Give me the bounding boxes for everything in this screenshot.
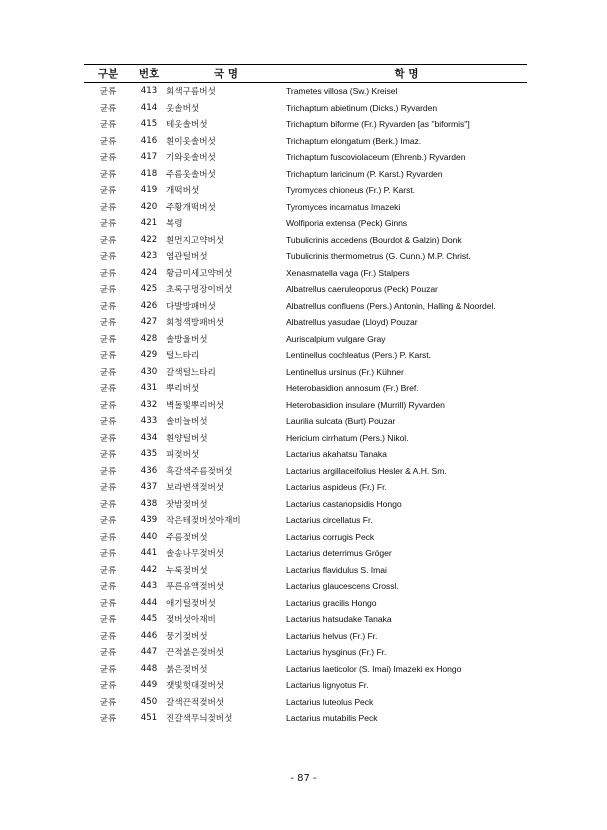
table-row: [84, 628, 527, 645]
scientific-name-cell: Lactarius deterrimus Gröger: [286, 548, 392, 559]
table-row: [84, 595, 527, 612]
category-cell: 균류: [99, 598, 117, 609]
korean-name-cell: 흰먼지고약버섯: [166, 235, 225, 246]
category-cell: 균류: [99, 169, 117, 180]
number-cell: 419: [140, 185, 158, 196]
number-cell: 451: [140, 713, 158, 724]
number-cell: 433: [140, 416, 158, 427]
korean-name-cell: 회색구름버섯: [166, 87, 216, 98]
category-cell: 균류: [99, 450, 117, 461]
scientific-name-cell: Lentinellus cochleatus (Pers.) P. Karst.: [286, 350, 431, 361]
table-row: [84, 133, 527, 150]
category-cell: 균류: [99, 186, 117, 197]
category-cell: 균류: [99, 681, 117, 692]
table-row: [84, 463, 527, 480]
table-row: [84, 545, 527, 562]
table-row: [84, 479, 527, 496]
table-row: [84, 215, 527, 232]
scientific-name-cell: Trichaptum abietinum (Dicks.) Ryvarden: [286, 102, 438, 113]
number-cell: 418: [140, 168, 158, 179]
category-cell: 균류: [99, 631, 117, 642]
korean-name-cell: 주름옷솔버섯: [166, 169, 216, 180]
table-row: [84, 446, 527, 463]
scientific-name-cell: Lactarius lignyotus Fr.: [286, 680, 369, 691]
number-cell: 437: [140, 482, 158, 493]
number-cell: 434: [140, 432, 158, 443]
category-cell: 균류: [99, 714, 117, 725]
table-row: [84, 644, 527, 661]
category-cell: 균류: [99, 334, 117, 345]
number-cell: 429: [140, 350, 158, 361]
category-cell: 균류: [99, 582, 117, 593]
number-cell: 436: [140, 465, 158, 476]
korean-name-cell: 흑갈색주름젖버섯: [166, 466, 233, 477]
number-cell: 431: [140, 383, 158, 394]
scientific-name-cell: Lactarius corrugis Peck: [286, 531, 375, 542]
table-row: [84, 611, 527, 628]
table-row: [84, 83, 527, 100]
scientific-name-cell: Trametes villosa (Sw.) Kreisel: [286, 86, 398, 97]
korean-name-cell: 개떡버섯: [166, 186, 200, 197]
scientific-name-cell: Lactarius hysginus (Fr.) Fr.: [286, 647, 387, 658]
category-cell: 균류: [99, 516, 117, 527]
korean-name-cell: 테옷솔버섯: [166, 120, 208, 131]
page-number: - 87 -: [290, 773, 317, 784]
category-cell: 균류: [99, 664, 117, 675]
table-row: [84, 430, 527, 447]
korean-name-cell: 진갈색무늬젖버섯: [166, 714, 233, 725]
scientific-name-cell: Lactarius aspideus (Fr.) Fr.: [286, 482, 387, 493]
number-cell: 414: [140, 102, 158, 113]
number-cell: 416: [140, 135, 158, 146]
korean-name-cell: 젖버섯아재비: [166, 615, 216, 626]
scientific-name-cell: Lactarius glaucescens Crossl.: [286, 581, 399, 592]
table-row: [84, 199, 527, 216]
category-cell: 균류: [99, 301, 117, 312]
number-cell: 424: [140, 267, 158, 278]
category-cell: 균류: [99, 87, 117, 98]
table-row: [84, 248, 527, 265]
category-cell: 균류: [99, 136, 117, 147]
scientific-name-cell: Lactarius flavidulus S. Imai: [286, 564, 387, 575]
korean-name-cell: 회청색방패버섯: [166, 318, 225, 329]
table-row: [84, 380, 527, 397]
scientific-name-cell: Trichaptum elongatum (Berk.) Imaz.: [286, 135, 422, 146]
table-row: [84, 562, 527, 579]
scientific-name-cell: Tubulicrinis thermometrus (G. Cunn.) M.P. Christ.: [286, 251, 471, 262]
scientific-name-cell: Auriscalpium vulgare Gray: [286, 333, 386, 344]
number-cell: 444: [140, 597, 158, 608]
table-body: [84, 83, 527, 727]
table-header-row: [84, 65, 527, 83]
korean-name-cell: 초록구멍장이버섯: [166, 285, 233, 296]
korean-name-cell: 복령: [166, 219, 183, 230]
scientific-name-cell: Lactarius gracilis Hongo: [286, 597, 377, 608]
korean-name-cell: 붉은젖버섯: [166, 664, 208, 675]
scientific-name-cell: Lactarius akahatsu Tanaka: [286, 449, 387, 460]
number-cell: 430: [140, 366, 158, 377]
table-row: [84, 314, 527, 331]
korean-name-cell: 주름젖버섯: [166, 532, 208, 543]
table-row: [84, 116, 527, 133]
korean-name-cell: 솔방울버섯: [166, 334, 208, 345]
korean-name-cell: 솔송나무젖버섯: [166, 549, 225, 560]
scientific-name-cell: Lactarius helvus (Fr.) Fr.: [286, 630, 378, 641]
scientific-name-cell: Lactarius luteolus Peck: [286, 696, 374, 707]
korean-name-cell: 옷솔버섯: [166, 103, 200, 114]
table-row: [84, 347, 527, 364]
category-cell: 균류: [99, 351, 117, 362]
category-cell: 균류: [99, 153, 117, 164]
number-cell: 439: [140, 515, 158, 526]
scientific-name-cell: Trichaptum laricinum (P. Karst.) Ryvarden: [286, 168, 443, 179]
korean-name-cell: 황금미세고약버섯: [166, 268, 233, 279]
category-cell: 균류: [99, 483, 117, 494]
number-cell: 428: [140, 333, 158, 344]
number-cell: 415: [140, 119, 158, 130]
korean-name-cell: 뭉기젖버섯: [166, 631, 208, 642]
category-cell: 균류: [99, 367, 117, 378]
table-row: [84, 397, 527, 414]
number-cell: 432: [140, 399, 158, 410]
category-cell: 균류: [99, 252, 117, 263]
number-cell: 421: [140, 218, 158, 229]
scientific-name-cell: Trichaptum fuscoviolaceum (Ehrenb.) Ryvarden: [286, 152, 466, 163]
number-cell: 425: [140, 284, 158, 295]
scientific-name-cell: Lactarius mutabilis Peck: [286, 713, 378, 724]
category-cell: 균류: [99, 648, 117, 659]
scientific-name-cell: Lactarius castanopsidis Hongo: [286, 498, 402, 509]
category-cell: 균류: [99, 285, 117, 296]
column-header-scientific-name: 학 명: [286, 65, 527, 83]
number-cell: 435: [140, 449, 158, 460]
table-row: [84, 661, 527, 678]
number-cell: 443: [140, 581, 158, 592]
table-row: [84, 182, 527, 199]
table-row: [84, 496, 527, 513]
korean-name-cell: 기와옷솔버섯: [166, 153, 216, 164]
scientific-name-cell: Lactarius circellatus Fr.: [286, 515, 373, 526]
table-row: [84, 149, 527, 166]
table-row: [84, 710, 527, 727]
table-row: [84, 529, 527, 546]
column-header-korean-name: 국 명: [166, 65, 286, 83]
table-row: [84, 298, 527, 315]
korean-name-cell: 염관털버섯: [166, 252, 208, 263]
table-row: [84, 677, 527, 694]
category-cell: 균류: [99, 433, 117, 444]
category-cell: 균류: [99, 697, 117, 708]
number-cell: 440: [140, 531, 158, 542]
number-cell: 426: [140, 300, 158, 311]
category-cell: 균류: [99, 615, 117, 626]
table-row: [84, 512, 527, 529]
table-row: [84, 694, 527, 711]
scientific-name-cell: Albatrellus yasudae (Lloyd) Pouzar: [286, 317, 418, 328]
korean-name-cell: 털느타리: [166, 351, 200, 362]
table-row: [84, 578, 527, 595]
korean-name-cell: 누룩젖버섯: [166, 565, 208, 576]
korean-name-cell: 솔비늘버섯: [166, 417, 208, 428]
korean-name-cell: 끈적붉은젖버섯: [166, 648, 225, 659]
korean-name-cell: 갈색털느타리: [166, 367, 216, 378]
number-cell: 413: [140, 86, 158, 97]
korean-name-cell: 작은테젖버섯아재비: [166, 516, 241, 527]
scientific-name-cell: Laurilia sulcata (Burt) Pouzar: [286, 416, 396, 427]
scientific-name-cell: Trichaptum biforme (Fr.) Ryvarden [as ''biformis'']: [286, 119, 470, 130]
category-cell: 균류: [99, 103, 117, 114]
scientific-name-cell: Tyromyces incarnatus Imazeki: [286, 201, 401, 212]
number-cell: 422: [140, 234, 158, 245]
scientific-name-cell: Albatrellus confluens (Pers.) Antonin, Halling & Noordel.: [286, 300, 496, 311]
number-cell: 448: [140, 663, 158, 674]
number-cell: 445: [140, 614, 158, 625]
scientific-name-cell: Heterobasidion annosum (Fr.) Bref.: [286, 383, 419, 394]
scientific-name-cell: Xenasmatella vaga (Fr.) Stalpers: [286, 267, 410, 278]
number-cell: 438: [140, 498, 158, 509]
scientific-name-cell: Tubulicrinis accedens (Bourdot & Galzin) Donk: [286, 234, 462, 245]
number-cell: 441: [140, 548, 158, 559]
number-cell: 446: [140, 630, 158, 641]
scientific-name-cell: Tyromyces chioneus (Fr.) P. Karst.: [286, 185, 415, 196]
korean-name-cell: 잣밤젖버섯: [166, 499, 208, 510]
category-cell: 균류: [99, 499, 117, 510]
scientific-name-cell: Albatrellus caeruleoporus (Peck) Pouzar: [286, 284, 438, 295]
number-cell: 423: [140, 251, 158, 262]
table-row: [84, 232, 527, 249]
category-cell: 균류: [99, 268, 117, 279]
korean-name-cell: 갈색끈적젖버섯: [166, 697, 225, 708]
scientific-name-cell: Hericium cirrhatum (Pers.) Nikol.: [286, 432, 409, 443]
korean-name-cell: 보라변색젖버섯: [166, 483, 225, 494]
column-header-number: 번호: [132, 65, 166, 83]
category-cell: 균류: [99, 549, 117, 560]
scientific-name-cell: Heterobasidion insulare (Murrill) Ryvarden: [286, 399, 445, 410]
category-cell: 균류: [99, 219, 117, 230]
scientific-name-cell: Lentinellus ursinus (Fr.) Kühner: [286, 366, 404, 377]
korean-name-cell: 뿌리버섯: [166, 384, 200, 395]
table-row: [84, 413, 527, 430]
korean-name-cell: 애기털젖버섯: [166, 598, 216, 609]
category-cell: 균류: [99, 466, 117, 477]
number-cell: 427: [140, 317, 158, 328]
scientific-name-cell: Lactarius hatsudake Tanaka: [286, 614, 392, 625]
table-row: [84, 281, 527, 298]
number-cell: 417: [140, 152, 158, 163]
category-cell: 균류: [99, 384, 117, 395]
korean-name-cell: 푸른유액젖버섯: [166, 582, 225, 593]
category-cell: 균류: [99, 120, 117, 131]
scientific-name-cell: Lactarius laeticolor (S. Imai) Imazeki ex Hongo: [286, 663, 462, 674]
number-cell: 420: [140, 201, 158, 212]
number-cell: 447: [140, 647, 158, 658]
table-row: [84, 166, 527, 183]
table-row: [84, 100, 527, 117]
column-header-category: 구분: [84, 65, 132, 83]
korean-name-cell: 잿빛헛대젖버섯: [166, 681, 225, 692]
category-cell: 균류: [99, 235, 117, 246]
korean-name-cell: 다발방패버섯: [166, 301, 216, 312]
scientific-name-cell: Wolfiporia extensa (Peck) Ginns: [286, 218, 408, 229]
table-row: [84, 364, 527, 381]
scientific-name-cell: Lactarius argillaceifolius Hesler & A.H. Sm.: [286, 465, 447, 476]
category-cell: 균류: [99, 318, 117, 329]
number-cell: 442: [140, 564, 158, 575]
table-row: [84, 331, 527, 348]
category-cell: 균류: [99, 417, 117, 428]
category-cell: 균류: [99, 202, 117, 213]
korean-name-cell: 벽돌빛뿌리버섯: [166, 400, 225, 411]
category-cell: 균류: [99, 565, 117, 576]
number-cell: 450: [140, 696, 158, 707]
korean-name-cell: 흰양털버섯: [166, 433, 208, 444]
korean-name-cell: 주황개떡버섯: [166, 202, 216, 213]
number-cell: 449: [140, 680, 158, 691]
korean-name-cell: 흰이옷솔버섯: [166, 136, 216, 147]
species-table: [84, 64, 527, 727]
table-row: [84, 265, 527, 282]
korean-name-cell: 피젖버섯: [166, 450, 200, 461]
category-cell: 균류: [99, 532, 117, 543]
category-cell: 균류: [99, 400, 117, 411]
